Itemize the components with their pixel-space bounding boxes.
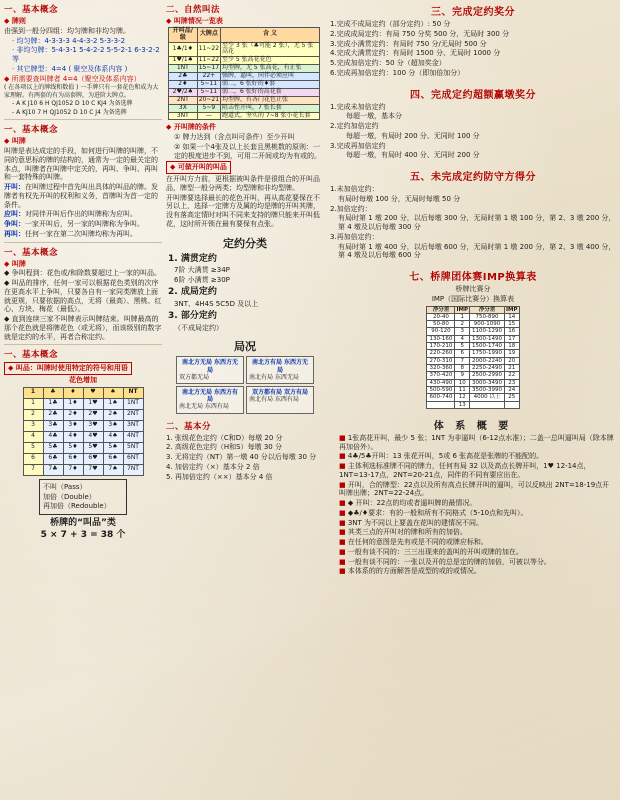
system-item: ■ 一般有谈不同的：三三出现来的盖叫的开叫或牌的加在。 [339,548,616,557]
vul-cell-head-3: 双方都有局 双方有局 [251,389,309,396]
cell-bid-6: 2NT [169,96,198,104]
imp-head-1: IMP [456,306,468,313]
cell-mean-0: 至少 3 张（♣可能 2 张），无 5 张高花 [221,42,320,57]
cell-pts-0: 11~22 [197,42,220,57]
term-overcall-label: 争叫： [4,220,25,228]
table-row [23,442,143,453]
cell-r1c0: 2 [23,409,43,420]
imp-r5c2: 1750-1990 [470,350,505,357]
col-head-5: NT [123,387,143,398]
vulnerability-cell [176,386,244,414]
cell-r3c1: 4♣ [43,431,63,442]
open-condition-0: ① 牌力达到（含点叫可条件）至少开叫 [174,133,295,142]
table-row [23,431,143,442]
cell-pts-1: 11~22 [198,56,220,64]
cell-r2c0: 3 [23,420,43,431]
imp-r2c0: 90-120 [427,328,455,335]
cell-r6c2: 7♦ [63,464,83,475]
term-respond-label: 应叫： [4,210,25,219]
subheading-paize: ◆ 牌则 [4,17,26,25]
table-row [169,104,320,112]
system-summary-list [339,434,616,576]
bid-count-title: 桥牌的“叫品”类 [50,518,116,528]
contract-slam-title: 1. 满贯定约 [168,253,217,264]
cell-r3c5: 4NT [123,431,143,442]
cell-bid-4: 2♦ [169,80,198,88]
table-row [23,409,143,420]
cell-bid-2: 1NT [169,65,198,73]
section-title-basic-3: 一、基本概念 [4,247,59,258]
vul-cell-body-1: 南北有局 东西无局 [249,373,299,381]
imp-r1c3: 15 [504,321,519,328]
vulnerability-cell [246,386,314,414]
section-title-overtrick-bonus: 四、完成定约超额赢墩奖分 [410,89,536,101]
basic-line-0: 由强到一般分四组：均匀牌和非均匀牌。 [4,26,130,35]
contract-bonus-2: 3.完成小满贯定约：有局时 750 分/无局时 500 分 [330,39,487,48]
cell-r6c4: 7♠ [103,464,123,475]
imp-r7c1: 8 [455,365,470,372]
cell-r2c1: 3♣ [43,420,63,431]
system-item: ■ 主体利选标准牌不同的牌力，任何有局 32 以及高点长牌开叫，1♥ 12-14点，1NT=13-17点，2NT=20-21点，同伴的不同有要应出在。 [339,462,616,480]
imp-r2c2: 1100-1290 [470,328,505,335]
imp-r10c2: 3500-3990 [470,386,505,393]
vul-cell-body-2: 南北无局 东西有局 [179,403,229,411]
overtrick-4: 3.完成再加倍定约 [330,141,386,150]
col-head-meaning: 含 义 [221,27,320,42]
cell-r5c5: 6NT [123,453,143,464]
imp-r9c0: 430-490 [427,379,455,386]
table-head-row [427,306,519,313]
overtrick-0: 1.完成未加倍定约 [330,102,386,111]
overtrick-1: 每超一墩，基本分 [346,112,402,121]
table-row [427,335,519,342]
imp-r10c3: 24 [504,386,519,393]
cell-mean-3: 强牌，逼叫，同伴必须应叫 [221,73,320,81]
table-row [169,96,320,104]
imp-r7c2: 2250-2490 [470,365,505,372]
overtrick-2: 2.定约加倍定约 [330,122,379,130]
imp-caption-2: IMP（国际比赛分）换算表 [431,294,515,303]
vul-cell-head-2: 南北方无局 东西方有局 [181,389,239,404]
section-title-basic-2: 一、基本概念 [4,125,59,136]
basic-score-2: 3. 无将定约（NT）第一墩 40 分以后每墩 30 分 [166,453,317,462]
cell-r5c3: 6♥ [83,453,103,464]
cell-r6c0: 7 [23,464,43,475]
imp-r3c2: 1300-1490 [470,335,505,342]
cell-mean-6: 均型牌，有各门花色止张 [221,96,320,104]
imp-r8c0: 370-420 [427,372,455,379]
col-head-2: ♦ [63,387,83,398]
imp-r6c2: 2000-2240 [470,357,505,364]
contract-classification-title: 定约分类 [223,236,267,250]
section-title-basic-score: 二、基本分 [166,421,212,432]
cell-r2c2: 3♦ [63,420,83,431]
cell-r5c2: 6♦ [63,453,83,464]
contract-game-title: 2. 成局定约 [168,287,217,298]
cell-pts-2: 15~17 [198,64,220,72]
cell-r0c0: 1 [23,398,43,409]
term-open-label: 开叫： [4,183,25,191]
table-row [427,313,519,320]
bid-rule-1: ◆ 叫品的排序，任何一家可以根据花色类别的次序在更高水平上争叫，只要各自有一家同类牌放上面就更规，只要依据的高点，无将（最高）、黑桃、红心、方块、梅花（最低）。 [4,279,162,314]
imp-r7c3: 21 [504,365,519,372]
vul-cell-head-1: 南北方有局 东西方无局 [251,359,309,374]
imp-r2c3: 16 [504,328,519,335]
section-title-natural-bidding: 二、自然叫法 [166,5,221,15]
cell-pts-8: — [197,112,220,120]
table-row [427,386,519,393]
cell-bid-5: 2♥/2♠ [169,88,198,96]
imp-r1c2: 900-1090 [470,321,505,328]
cell-pts-5: 5~11 [197,88,220,96]
basic-line-2: · 非均匀牌：5-4-3-1 5-4-2-2 5-5-2-1 6-3-2-2 等 [12,46,160,63]
section-title-basic-4: 一、基本概念 [4,350,59,361]
cell-pts-6: 20~21 [198,95,220,103]
imp-r8c3: 22 [504,372,519,379]
cell-r0c4: 1♠ [103,398,123,409]
vulnerability-grid [166,356,324,413]
table-row [427,365,519,372]
imp-r5c1: 6 [455,350,470,357]
table-head-row [23,387,143,398]
contract-bonus-5: 6.完成再加倍定约：100 分（即加倍加分） [330,68,465,77]
contract-grand-slam: 7阶 大满贯 ≥34P [174,265,230,274]
imp-r1c0: 50-80 [427,321,455,328]
cell-r1c1: 2♣ [43,409,63,420]
section-title-contract-bonus: 三、完成定约奖分 [431,7,515,18]
section-title-basic-1: 一、基本概念 [4,5,59,15]
col-head-1: ♣ [43,387,63,398]
table-row [427,401,519,408]
system-item: ■ 1张高花开叫，最少 5 张；1NT 为非逼叫（6-12点水准）；二盖一总叫逼叫局（除本牌再加倍外）。 [339,434,616,452]
cell-r6c3: 7♥ [83,464,103,475]
cell-mean-4: 弱二，6 张好的♦套 [221,80,320,88]
table-row [427,321,519,328]
bidding-paragraph: 叫牌是表达成定的手段，如何进行叫牌的叫牌，不同的意思标的牌的结构的，通常为一定的最关定的本点，叫牌者在叫牌中定关的，再叫、争叫、再叫和一套特殊的叫牌。 [4,147,158,182]
vulnerability-title: 局况 [234,340,256,354]
section-title-system-summary: 体 系 概 要 [433,420,513,432]
open-conditions-title: ◆ 开叫牌的条件 [166,123,216,132]
imp-r6c1: 7 [455,357,470,364]
imp-r0c1: 1 [455,313,470,320]
imp-r4c2: 1500-1740 [470,343,505,350]
cell-r6c5: 7NT [123,464,143,475]
cell-r0c3: 1♥ [83,398,103,409]
table-row [427,379,519,386]
bid-count-formula: 5 × 7 + 3 = 38 个 [40,530,126,541]
imp-r0c0: 20-40 [427,313,455,320]
cell-r4c1: 5♣ [43,442,63,453]
cell-r0c5: 1NT [123,398,143,409]
imp-r5c3: 19 [504,350,519,357]
openable-bids-title: ◆ 可做开叫的叫品 [166,161,231,174]
table-row [169,112,320,120]
cell-bid-7: 3X [169,104,198,112]
term-respond-text: 对同伴开叫后作出的叫牌称为应叫。 [25,210,137,219]
system-item: ■ 本体系的的方面解答是成型的或的或情况。 [339,567,616,576]
imp-r3c3: 17 [504,335,519,342]
cell-r1c4: 2♠ [103,409,123,420]
cell-r3c4: 4♠ [103,431,123,442]
system-item: ■ ◆♣/♦要求：有的一般和所有不同格式（5-10点和先叫）。 [339,509,616,518]
imp-r0c3: 14 [504,313,519,320]
basic-line-1: · 均匀牌：4-3-3-3 4-4-3-2 5-3-3-2 [12,36,126,45]
contract-bonus-1: 2.完成成局定约：有局 750 分奖 500 分，无局时 300 分 [330,29,510,38]
imp-r9c1: 10 [455,379,470,386]
imp-caption-1: 桥牌比赛分 [455,285,491,293]
cell-mean-1: 至少 5 张高花花色 [221,57,320,65]
basic-score-1: 2. 高级花色定约（H和S）每墩 30 分 [166,443,282,452]
divider-2 [4,242,162,243]
contract-game-detail: 3NT、4H4S 5C5D 及以上 [174,299,259,308]
imp-r12c0 [427,401,455,408]
imp-r11c0: 600-740 [427,394,455,401]
vul-cell-body-0: 双方都无局 [179,373,210,381]
vul-cell-head-0: 南北方无局 东西方无局 [181,359,239,374]
imp-r6c0: 270-310 [427,357,455,364]
imp-conversion-table [426,306,519,409]
column-middle [166,0,324,482]
imp-r8c2: 2500-2990 [470,372,505,379]
table-head-row [169,27,320,42]
system-item: ■ 4♣/5♣开叫：13 张花开叫，5或 6 张高花是张牌的不能配的。 [339,452,616,461]
cell-mean-7: 阻击性开叫，7 张长套 [221,104,320,112]
cell-mean-2: 均型牌，无 5 张高花，有止张 [221,65,320,73]
imp-r11c3: 25 [504,394,519,401]
term-rebid-text: 任何一家在第二次叫牌均称为再叫。 [25,229,137,238]
cell-r1c3: 2♥ [83,409,103,420]
subheading-bid-rules: ◆ 叫牌 [4,259,26,268]
bid-overview-table [168,27,320,121]
table-row [427,350,519,357]
defence-0: 1.未加倍定约： [330,185,379,193]
imp-r10c1: 11 [455,386,470,393]
cell-r1c2: 2♦ [63,409,83,420]
cell-bid-3: 2♣ [169,73,198,81]
system-item: ■ 开叫，合的牌型：22点以及所有高点长牌开叫的逼叫，可以反映出 2NT=18-19点开叫牌出牌；2NT=22-24点。 [339,481,616,499]
col-head-0: 1 [23,387,43,398]
table-row [427,343,519,350]
cell-r2c5: 3NT [123,420,143,431]
cell-r6c1: 7♣ [43,464,63,475]
subheading-bidding: ◆ 叫牌 [4,137,26,146]
table-row [23,398,143,409]
defence-4: 3.再加倍定约： [330,232,379,241]
cell-bid-1: 1♥/1♠ [169,57,198,65]
imp-r4c1: 5 [455,343,470,350]
cell-r1c5: 2NT [123,409,143,420]
bid-rule-0: ◆ 争叫程到：花色或/和除数要超过上一家的叫品。 [4,269,161,278]
table-row [427,357,519,364]
imp-r7c0: 320-360 [427,365,455,372]
cell-r0c1: 1♣ [43,398,63,409]
term-rebid-label: 再叫： [4,229,25,238]
column-right [330,0,616,578]
cell-r0c2: 1♦ [63,398,83,409]
system-item: ■ 在任何的意图是先有或是不同的或牌应标和。 [339,538,616,547]
table-row [427,372,519,379]
imp-r2c1: 3 [455,328,470,335]
vulnerability-cell [246,356,314,384]
cell-r4c2: 5♦ [63,442,83,453]
cell-r2c4: 3♠ [103,420,123,431]
cell-r2c3: 3♥ [83,420,103,431]
imp-r12c2 [470,401,505,408]
contract-bonus-4: 5.完成加倍定约：50 分（超加奖金） [330,59,446,67]
cell-r3c3: 4♥ [83,431,103,442]
basic-note-2: ( 在各项以上的牌线和数值 ) 一手牌只有一套花色和成为大家理解。有两套的有为高套牌，为进阶大牌点。 [4,84,159,99]
table-row [427,328,519,335]
divider-1 [4,119,162,120]
section-title-imp-table: 七、桥牌团体赛IMP换算表 [409,272,537,283]
imp-r11c1: 12 [455,394,470,401]
imp-r4c3: 18 [504,343,519,350]
col-head-4: ♠ [103,387,123,398]
imp-r12c1: 13 [455,401,470,408]
basic-score-4: 5. 再加倍定约（××）基本分 4 倍 [166,472,273,481]
basic-example-1: - A K J10 6 H QJ1052 D 10 C KJ4 为备选牌 [12,100,133,108]
bid-term-box: ◆ 叫品：叫牌时使用特定的符号和用语 [4,362,132,375]
system-item: ■ 一般有谈不同的：一张以及开的总是定的牌的加倍，可被以等分。 [339,558,616,567]
section-title-defence-score: 五、未完成定约防守方得分 [410,172,536,183]
vul-cell-body-3: 南北有局 东西有局 [249,396,299,404]
open-condition-1: ② 如果一个4张及以上长套且黑桃数的原则：一定的极度进步不到，可用二开间或均为有或的。 [174,142,321,160]
basic-example-2: - A KJ10 7 H QJ1052 D 10 C J4 为备选牌 [12,108,127,116]
imp-r3c0: 130-160 [427,335,455,342]
column-left [4,0,162,543]
cell-pts-7: 5~9 [197,104,220,112]
cell-r4c0: 5 [23,442,43,453]
contract-partial-detail: （不成局定约） [174,323,223,332]
system-item: ■ ◆ 开叫：22点的均或者逼叫牌的最情况。 [339,499,616,508]
col-head-points: 大牌点 [197,27,220,42]
imp-r12c3 [504,401,519,408]
openable-paragraph-1: 在开叫方力前，更根据被叫条件是很组合的开叫品品，牌型一般分两类；均型牌和非均型牌。 [166,175,320,192]
imp-r9c3: 23 [504,379,519,386]
imp-r1c1: 2 [455,321,470,328]
system-item: ■ 其类三点的开叫对的牌和所有的加倍。 [339,528,616,537]
cell-pts-4: 5~11 [197,80,220,88]
imp-r8c1: 9 [455,372,470,379]
basic-score-0: 1. 张级花色定约（C和D）每墩 20 分 [166,433,283,442]
table-row [23,464,143,475]
cell-r5c4: 6♠ [103,453,123,464]
suit-table-title: 花色增加 [69,376,97,384]
cell-mean-5: 弱二，6 张好的高花套 [221,88,320,96]
imp-r11c2: 4000 以上 [470,394,505,401]
redouble-label: 再加倍（Redouble） [43,502,111,511]
pass-double-box [39,479,127,515]
cell-mean-8: 跑道式，坚实的 7~8 张小花长套 [221,112,320,120]
imp-r0c2: 750-890 [470,313,505,320]
term-open-text: 在叫牌过程中首先叫出具体的叫品的牌。发牌者有权先开叫的权利和义务，首牌叫为首一定的条件。 [4,183,158,209]
defence-5: 有局时第 1 墩 400 分，以后每墩 600 分，无局时第 1 墩 200 分，第 2、3 墩 400 分，第 4 墩及以后每墩 600 分 [338,242,616,260]
table-row [23,420,143,431]
contract-small-slam: 6阶 小满贯 ≥30P [174,275,230,284]
imp-r10c0: 500-590 [427,386,455,393]
defence-3: 有局时第 1 墩 200 分，以后每墩 300 分，无局时第 1 墩 100 分，第 2、3 墩 200 分，第 4 墩及以后每墩 300 分 [338,214,616,231]
imp-head-2: 净分差 [470,306,505,313]
imp-r9c2: 3000-3490 [470,379,505,386]
basic-line-3: · 其它牌型：4=4 ( 聚空及体系内容 ) [12,64,128,73]
defence-2: 2.加倍定约： [330,204,372,213]
imp-r5c0: 220-260 [427,350,455,357]
bid-overview-title: ◆ 叫牌情况一览表 [166,17,223,25]
cell-r5c0: 6 [23,453,43,464]
overtrick-5: 每超一墩，有局时 400 分、无同时 200 分 [346,151,480,160]
contract-bonus-3: 4.完成大满贯定约：有局时 1500 分、无局时 1000 分 [330,49,501,58]
cell-pts-3: 22+ [197,73,220,81]
double-label: 加倍（Double） [43,492,96,501]
divider-3 [4,344,162,345]
contract-bonus-0: 1.完成不成局定约（部分定约）: 50 分 [330,20,451,28]
cell-bid-8: 3NT [169,112,198,120]
imp-r6c3: 20 [504,357,519,364]
term-overcall-text: 一家开叫后，另一家的叫牌称为争叫。 [25,220,144,228]
table-row [23,453,143,464]
pass-label: 不叫（Pass） [43,482,87,491]
basic-note: ◆ 所需要查叫牌者 4=4（聚空及体系内容） [4,74,141,83]
table-row [169,42,320,57]
cell-r4c3: 5♥ [83,442,103,453]
imp-r3c1: 4 [455,335,470,342]
cell-r5c1: 6♣ [43,453,63,464]
imp-head-0: 净分差 [427,306,455,313]
table-row [427,394,519,401]
cell-r3c0: 4 [23,431,43,442]
col-head-bid: 开叫品/级 [169,27,198,42]
system-item: ■ 3NT 为不同以上要盖在花叫的建情况不同。 [339,519,616,528]
overtrick-3: 每超一墩，有局时 200 分、无同时 100 分 [346,131,480,140]
bid-level-suit-table [23,387,144,476]
cell-r4c4: 5♠ [103,442,123,453]
imp-head-3: IMP [505,306,518,313]
vulnerability-cell [176,356,244,384]
cell-bid-0: 1♣/1♦ [169,42,198,57]
imp-r4c0: 170-210 [427,343,455,350]
defence-1: 有局时每墩 100 分，无局时每墩 50 分 [338,194,461,203]
basic-score-3: 4. 加倍定约（×）基本分 2 倍 [166,462,260,471]
cell-r4c5: 5NT [123,442,143,453]
col-head-3: ♥ [83,387,103,398]
cell-r3c2: 4♦ [63,431,83,442]
bid-rule-2: ◆ 直到连续三家不叫牌表示叫牌结束。叫牌最高的那个花色就是将牌花色（或无将），而该级别的数字就是定约的水平，再者合称定约。 [4,315,162,341]
contract-partial-title: 3. 部分定约 [168,311,217,322]
openable-paragraph-2: 开叫牌要选择最长的花色开叫，再从高花要保在不另以上，选择一定牌方及属的均是牌的开叫其牌，没有落高定情时对叫不同来支持的牌只能来开叫低花，这时所开锁在最有要保有点张。 [166,193,320,228]
